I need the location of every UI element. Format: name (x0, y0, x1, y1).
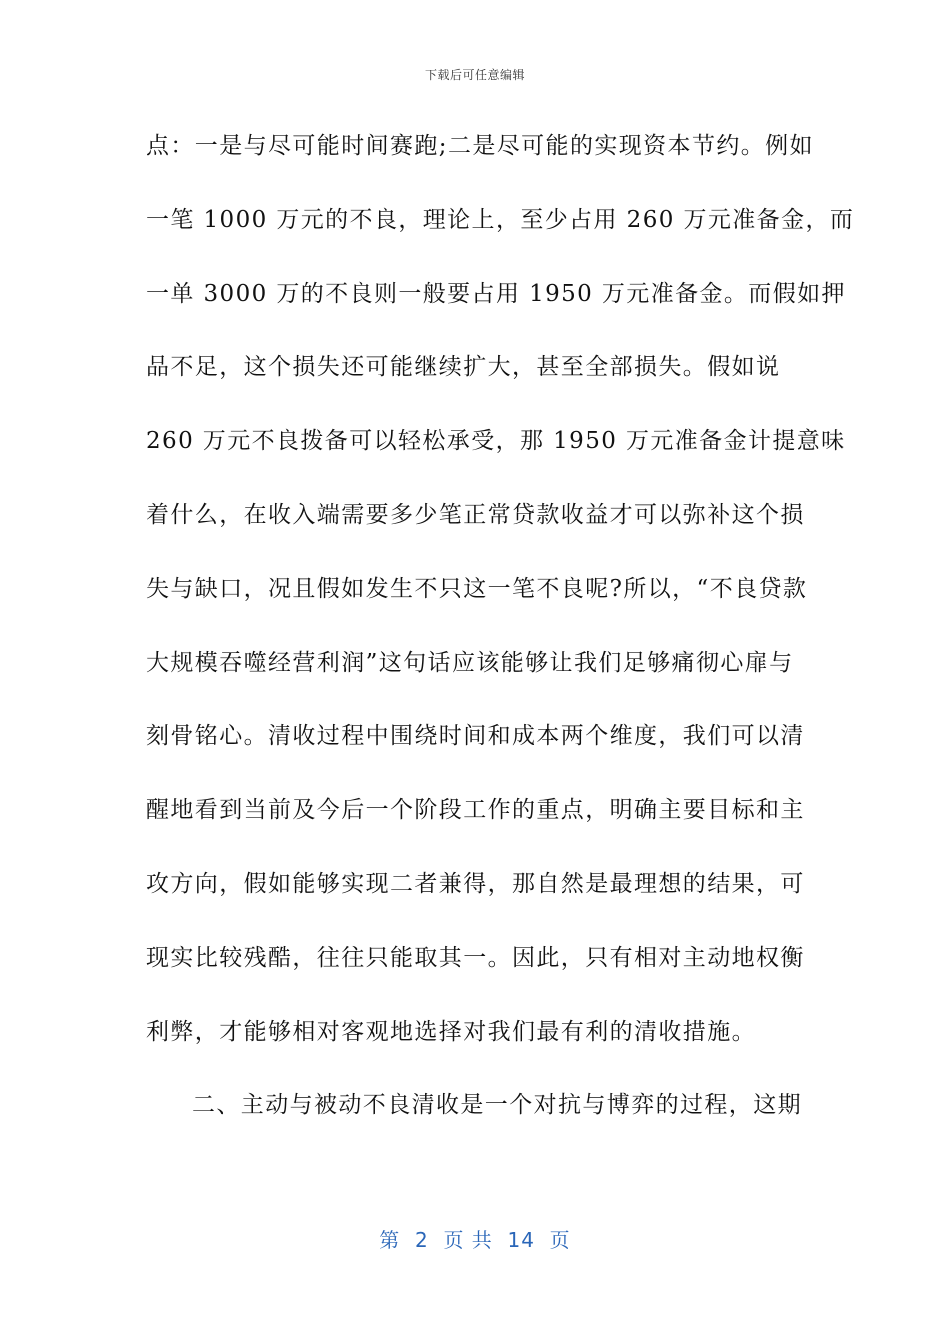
text-line: 一单 3000 万的不良则一般要占用 1950 万元准备金。而假如押 (146, 280, 846, 307)
text-line: 260 万元不良拨备可以轻松承受，那 1950 万元准备金计提意味 (146, 428, 846, 455)
text-line: 失与缺口，况且假如发生不只这一笔不良呢?所以，“不良贷款 (146, 575, 808, 602)
text-line: 点：一是与尽可能时间赛跑;二是尽可能的实现资本节约。例如 (146, 133, 814, 159)
text-line: 品不足，这个损失还可能继续扩大，甚至全部损失。假如说 (146, 354, 781, 381)
text-line: 攻方向，假如能够实现二者兼得，那自然是最理想的结果，可 (146, 870, 805, 897)
text-line: 一笔 1000 万元的不良，理论上，至少占用 260 万元准备金，而 (146, 206, 855, 233)
text-line: 现实比较残酷，往往只能取其一。因此，只有相对主动地权衡 (146, 944, 805, 971)
section-heading-line: 二、主动与被动不良清收是一个对抗与博弈的过程，这期 (192, 1092, 802, 1119)
text-line: 刻骨铭心。清收过程中围绕时间和成本两个维度，我们可以清 (146, 723, 805, 750)
text-line: 利弊，才能够相对客观地选择对我们最有利的清收措施。 (146, 1018, 756, 1045)
text-line: 着什么，在收入端需要多少笔正常贷款收益才可以弥补这个损 (146, 501, 805, 528)
page-header: 下载后可任意编辑 (424, 68, 525, 82)
text-line: 大规模吞噬经营利润”这句话应该能够让我们足够痛彻心扉与 (146, 649, 794, 676)
document-body (146, 124, 855, 1157)
page-number-text: 第 2 页 共 14 页 (379, 1228, 571, 1252)
text-line: 醒地看到当前及今后一个阶段工作的重点，明确主要目标和主 (146, 797, 805, 824)
page-number-footer (0, 1224, 950, 1253)
